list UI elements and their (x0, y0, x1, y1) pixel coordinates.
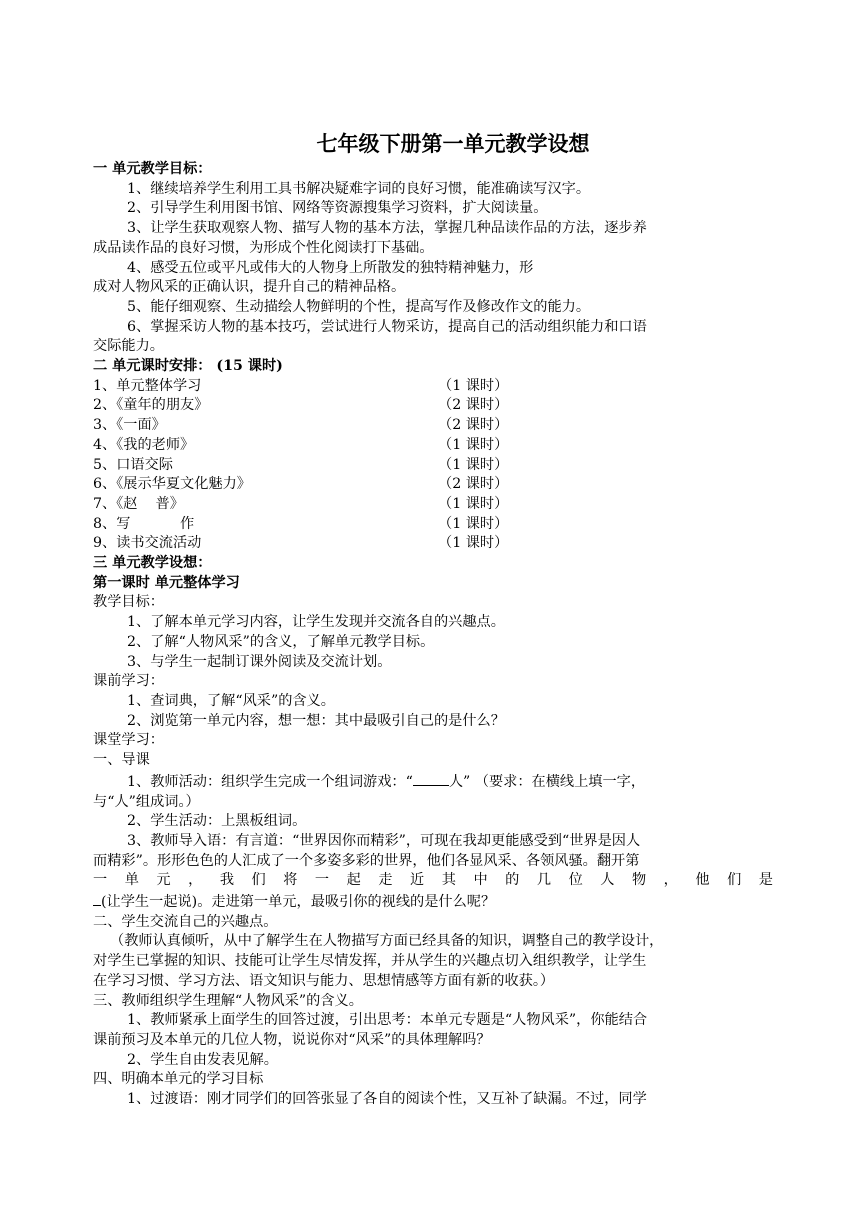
pre-study-label: 课前学习： (93, 673, 164, 690)
part-2-line-3: 在学习习惯、学习方法、语文知识与能力、思想情感等方面有新的收获。） (93, 972, 555, 989)
goal-6-line-2: 交际能力。 (93, 338, 164, 355)
objective-2: 2、了解“人物风采”的含义，了解单元教学目标。 (127, 633, 435, 650)
section-3-heading: 三 单元教学设想： (93, 555, 212, 572)
schedule-row (93, 396, 773, 416)
objective-1: 1、了解本单元学习内容，让学生发现并交流各自的兴趣点。 (127, 614, 505, 631)
fill-in-blank (413, 771, 449, 786)
lesson-1-heading: 第一课时 单元整体学习 (93, 574, 240, 591)
part-1-item-3-line-2: 而精彩”。形形色色的人汇成了一个多姿多彩的世界，他们各显风采、各领风骚。翻开第 (93, 852, 640, 869)
schedule-item: 9、读书交流活动 (93, 535, 202, 552)
document-page (93, 128, 773, 1110)
goal-5: 5、能仔细观察、生动描绘人物鲜明的个性，提高写作及修改作文的能力。 (127, 298, 591, 315)
goal-3-line-1: 3、让学生获取观察人物、描写人物的基本方法，掌握几种品读作品的方法，逐步养 (127, 220, 647, 237)
schedule-row (93, 475, 773, 495)
part-4-item-1: 1、过渡语：刚才同学们的回答张显了各自的阅读个性，又互补了缺漏。不过，同学 (127, 1091, 647, 1108)
part-1-item-3-text-d: (让学生一起说)。走进第一单元，最吸引你的视线的是什么呢？ (101, 894, 496, 911)
pre-study-1: 1、查词典，了解“风采”的含义。 (127, 692, 335, 709)
part-2-line-1: （教师认真倾听，从中了解学生在人物描写方面已经具备的知识，调整自己的教学设计， (110, 933, 664, 950)
schedule-row (93, 534, 773, 554)
goal-3-line-2: 成品读作品的良好习惯，为形成个性化阅读打下基础。 (93, 239, 434, 256)
schedule-item: 5、口语交际 (93, 456, 173, 473)
schedule-row (93, 416, 773, 436)
objectives-label: 教学目标： (93, 594, 164, 611)
objective-3: 3、与学生一起制订课外阅读及交流计划。 (127, 653, 392, 670)
goal-1: 1、继续培养学生利用工具书解决疑难字词的良好习惯，能准确读写汉字。 (127, 180, 591, 197)
schedule-row (93, 377, 773, 397)
fill-in-blank (93, 891, 101, 906)
schedule-hours: （2 课时） (438, 397, 509, 414)
schedule-item: 2、《童年的朋友》 (93, 397, 209, 414)
part-1-heading: 一、导课 (93, 752, 150, 769)
schedule-item: 3、《一面》 (93, 417, 166, 434)
schedule-hours: （1 课时） (438, 456, 509, 473)
schedule-row (93, 515, 773, 535)
schedule-hours: （1 课时） (438, 515, 509, 532)
pre-study-2: 2、浏览第一单元内容，想一想：其中最吸引自己的是什么？ (127, 712, 505, 729)
part-1-item-3-line-4 (93, 891, 773, 913)
part-3-heading: 三、教师组织学生理解“人物风采”的含义。 (93, 992, 363, 1009)
part-3-item-1-line-1: 1、教师紧承上面学生的回答过渡，引出思考：本单元专题是“人物风采”，你能结合 (127, 1012, 648, 1029)
section-1-heading: 一 单元教学目标： (93, 161, 212, 177)
schedule-item: 8、写 作 (93, 515, 195, 532)
goal-6-line-1: 6、掌握采访人物的基本技巧，尝试进行人物采访，提高自己的活动组织能力和口语 (127, 318, 647, 335)
schedule-hours: （2 课时） (438, 417, 509, 434)
document-title: 七年级下册第一单元教学设想 (316, 131, 590, 156)
part-1-item-3-line-3: 一 单 元 ， 我 们 将 一 起 走 近 其 中 的 几 位 人 物 ， 他 们 是 (93, 872, 773, 889)
part-1-item-2: 2、学生活动：上黑板组词。 (127, 813, 307, 830)
part-2-heading: 二、学生交流自己的兴趣点。 (93, 913, 278, 930)
schedule-row (93, 495, 773, 515)
part-4-heading: 四、明确本单元的学习目标 (93, 1071, 264, 1088)
schedule-hours: （1 课时） (438, 377, 509, 394)
schedule-hours: （1 课时） (438, 495, 509, 512)
schedule-item: 7、《赵 普》 (93, 495, 184, 512)
goal-4-line-1: 4、感受五位或平凡或伟大的人物身上所散发的独特精神魅力，形 (127, 259, 534, 276)
class-study-label: 课堂学习： (93, 732, 164, 749)
schedule-item: 1、单元整体学习 (93, 377, 202, 394)
part-1-item-1-text-a: 1、教师活动：组织学生完成一个组词游戏：“ (127, 773, 413, 790)
goal-2: 2、引导学生利用图书馆、网络等资源搜集学习资料，扩大阅读量。 (127, 200, 548, 217)
part-1-item-3-line-1: 3、教师导入语：有言道：“世界因你而精彩”，可现在我却更能感受到“世界是因人 (127, 832, 641, 849)
schedule-hours: （1 课时） (438, 436, 509, 453)
part-2-line-2: 对学生已掌握的知识、技能可让学生尽情发挥，并从学生的兴趣点切入组织教学，让学生 (93, 953, 647, 970)
part-1-item-1-line-2: 与“人”组成词。） (93, 793, 200, 810)
schedule-item: 6、《展示华夏文化魅力》 (93, 476, 251, 493)
schedule-row (93, 436, 773, 456)
schedule-row (93, 456, 773, 476)
schedule-hours: （2 课时） (438, 476, 509, 493)
schedule-item: 4、《我的老师》 (93, 436, 195, 453)
schedule-list (93, 377, 773, 554)
section-2-heading: 二 单元课时安排： (15 课时) (93, 358, 283, 375)
schedule-hours: （1 课时） (438, 535, 509, 552)
goal-4-line-2: 成对人物风采的正确认识，提升自己的精神品格。 (93, 279, 406, 296)
part-1-item-1-text-b: 人” （要求：在横线上填一字， (448, 773, 646, 790)
part-3-item-1-line-2: 课前预习及本单元的几位人物，说说你对“风采”的具体理解吗？ (93, 1031, 491, 1048)
part-3-item-2: 2、学生自由发表见解。 (127, 1051, 278, 1068)
part-1-item-1-line-1 (93, 771, 773, 793)
